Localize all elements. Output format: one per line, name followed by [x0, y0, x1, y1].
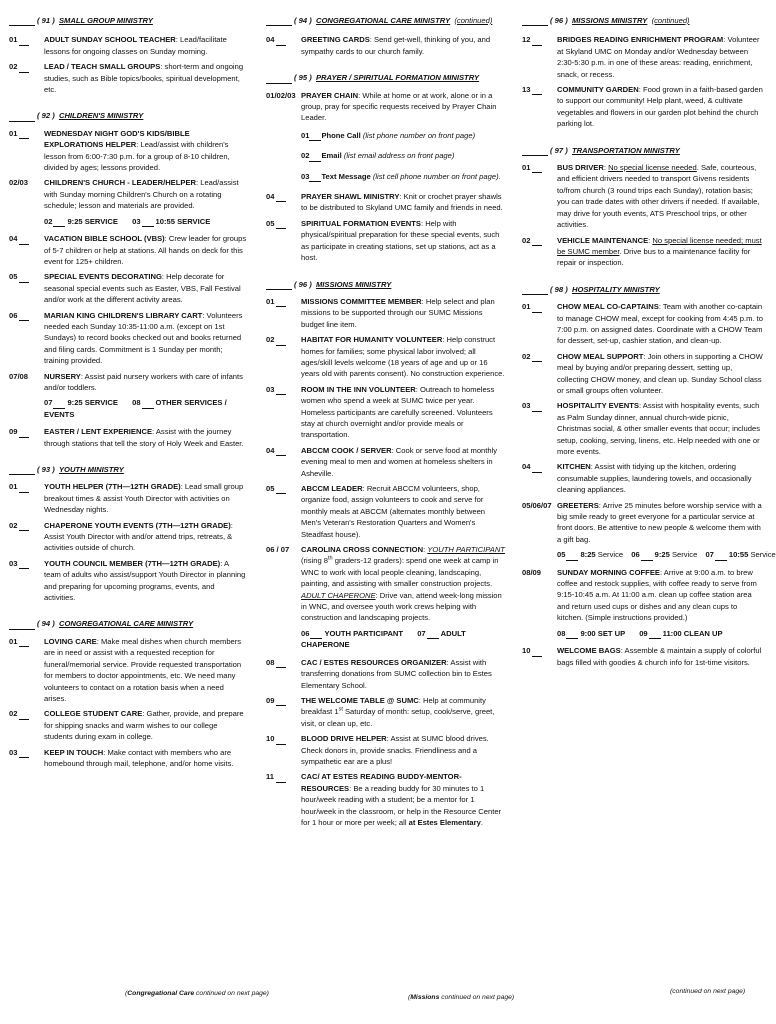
- coffee-options: 08 9:00 SET UP 09 11:00 CLEAN UP: [557, 628, 723, 638]
- checkbox-blank[interactable]: [715, 552, 727, 561]
- footer-continued: (continued on next page): [670, 988, 746, 995]
- list-item: 11 CAC/ AT ESTES READING BUDDY-MENTOR-RESOURCES: Be a reading buddy for 30 minutes to 1 hour/week reading with a student; be a mentor for 1 hour/week in the classroom, or help in the Resource Center for 1 hour or more per week; all at Estes Elementary.: [266, 772, 502, 827]
- checkbox-blank[interactable]: [19, 130, 29, 139]
- checkbox-blank[interactable]: [276, 774, 286, 783]
- section-header-congregational-care-cont: ( 94 ) CONGREGATIONAL CARE MINISTRY (continued): [266, 15, 506, 26]
- list-item: 06 MARIAN KING CHILDREN'S LIBRARY CART: Volunteers needed each Sunday 10:35-11:00 a.m. (except on 1st Sundays) to record books checked out and books returned and filing cards. Commitment is 1 Sunday per month; training provided.: [9, 310, 243, 366]
- checkbox-blank[interactable]: [19, 429, 29, 438]
- list-item: 01/02/03 PRAYER CHAIN: While at home or at work, alone or in a group, pray for specific requests received by Prayer Chain Leader.: [266, 90, 497, 123]
- checkbox-blank[interactable]: [532, 353, 542, 362]
- prayer-option: 02 Email (list email address on front page): [301, 151, 455, 161]
- prayer-option: 03 Text Message (list cell phone number on front page).: [301, 171, 501, 181]
- list-item: 02 CHAPERONE YOUTH EVENTS (7TH—12TH GRADE): Assist Youth Director with and/or attend trips, retreats, & activities outside of church.: [9, 520, 233, 553]
- checkbox-blank[interactable]: [276, 337, 286, 346]
- column-3: [522, 12, 776, 672]
- checkbox-blank[interactable]: [53, 400, 65, 409]
- section-title: SMALL GROUP MINISTRY: [58, 16, 153, 25]
- checkbox-blank[interactable]: [427, 630, 439, 639]
- checkbox-blank[interactable]: [532, 648, 542, 657]
- checkbox-blank[interactable]: [276, 447, 286, 456]
- footer-missions-continued: (Missions continued on next page): [408, 994, 515, 1001]
- list-item: 01 WEDNESDAY NIGHT GOD'S KIDS/BIBLE EXPLORATIONS HELPER: Lead/assist with children's lesson from 6:00-7:30 p.m. for a group of 8-10 children, divided by ages; lessons provided.: [9, 128, 230, 173]
- list-item: 04 GREETING CARDS: Send get-well, thinking of you, and sympathy cards to our church family.: [266, 35, 491, 56]
- list-item: 04 PRAYER SHAWL MINISTRY: Knit or crochet prayer shawls to be distributed to Skyland UMC family and friends in need.: [266, 192, 503, 213]
- section-check-blank[interactable]: [522, 285, 548, 295]
- column-2: [266, 12, 506, 832]
- checkbox-blank[interactable]: [19, 64, 29, 73]
- section-header-missions-cont: ( 96 ) MISSIONS MINISTRY (continued): [522, 15, 765, 26]
- service-options: 07 9:25 SERVICE 08 OTHER SERVICES / EVENTS: [44, 398, 227, 419]
- checkbox-blank[interactable]: [276, 736, 286, 745]
- checkbox-blank[interactable]: [532, 37, 542, 46]
- checkbox-blank[interactable]: [19, 236, 29, 245]
- checkbox-blank[interactable]: [19, 312, 29, 321]
- list-item: 01 MISSIONS COMMITTEE MEMBER: Help select and plan missions to be supported through our SUMC Missions budget line item.: [266, 296, 495, 329]
- checkbox-blank[interactable]: [532, 304, 542, 313]
- checkbox-blank[interactable]: [276, 659, 286, 668]
- checkbox-blank[interactable]: [276, 193, 286, 202]
- prayer-option: 01 Phone Call (list phone number on front page): [301, 130, 476, 140]
- section-check-blank[interactable]: [522, 16, 548, 26]
- list-item: 10 WELCOME BAGS: Assemble & maintain a supply of colorful bags filled with goodies & church info for 1st-time visitors.: [522, 646, 762, 667]
- section-header-youth: ( 93 ) YOUTH MINISTRY: [9, 464, 247, 475]
- section-header-prayer: ( 95 ) PRAYER / SPIRITUAL FORMATION MINISTRY: [266, 72, 506, 83]
- section-header-missions: ( 96 ) MISSIONS MINISTRY: [266, 279, 506, 290]
- list-item: 03 KEEP IN TOUCH: Make contact with members who are homebound through mail, telephone, and/or home visits.: [9, 747, 234, 768]
- checkbox-blank[interactable]: [309, 173, 321, 182]
- list-item: 09 EASTER / LENT EXPERIENCE: Assist with the journey through stations that tell the story of Holy Week and Easter.: [9, 427, 244, 448]
- list-item: 03 HOSPITALITY EVENTS: Assist with hospitality events, such as Palm Sunday dinner, annual church-wide picnic, Christmas social, & other smaller events that occur; includes setup, cooking, serving, linens, etc. Help needed with one or more events.: [522, 401, 761, 456]
- checkbox-blank[interactable]: [276, 386, 286, 395]
- list-item: 02 COLLEGE STUDENT CARE: Gather, provide, and prepare for shipping snacks and warm wishes to our college students during exam in college.: [9, 709, 244, 742]
- list-item: 05 SPIRITUAL FORMATION EVENTS: Help with physical/spiritual preparation for these special events, such as participate in creating stations, set up stations, act as a host.: [266, 218, 500, 263]
- checkbox-blank[interactable]: [19, 484, 29, 493]
- list-item: 03 YOUTH COUNCIL MEMBER (7TH—12TH GRADE): A team of adults who assist/support Youth Director in planning and preparing for upcoming programs, events, and activities.: [9, 558, 246, 603]
- section-header-hospitality: ( 98 ) HOSPITALITY MINISTRY: [522, 284, 765, 295]
- checkbox-blank[interactable]: [309, 153, 321, 162]
- service-options: 02 9:25 SERVICE 03 10:55 SERVICE: [44, 216, 211, 226]
- service-options: 05 8:25 Service 06 9:25 Service 07 10:55 Service: [557, 550, 776, 560]
- checkbox-blank[interactable]: [276, 697, 286, 706]
- list-item: 01 CHOW MEAL CO-CAPTAINS: Team with another co-captain to manage CHOW meal, except for cooking from 4:45 p.m. to 7:00 p.m. on assigned dates. Coordinate with a CHOW Team for dessert, set-up, cashier station, and clean-up.: [522, 302, 763, 346]
- checkbox-blank[interactable]: [566, 552, 578, 561]
- checkbox-blank[interactable]: [19, 560, 29, 569]
- checkbox-blank[interactable]: [142, 400, 154, 409]
- checkbox-blank[interactable]: [566, 630, 578, 639]
- list-item: 04 ABCCM COOK / SERVER: Cook or serve food at monthly evening meal to men and women at homeless shelters in Asheville.: [266, 445, 498, 478]
- list-item: 02 LEAD / TEACH SMALL GROUPS: short-term and ongoing studies, such as Bible topics/books, spiritual development, etc.: [9, 62, 244, 95]
- list-item: 04 VACATION BIBLE SCHOOL (VBS): Crew leader for groups of 5-7 children or help at stations. All hands on deck for this event for 125+ children.: [9, 234, 247, 266]
- section-number: ( 91 ): [37, 16, 55, 25]
- footer-congregational-continued: (Congregational Care continued on next page): [125, 990, 269, 997]
- section-check-blank[interactable]: [9, 620, 35, 630]
- list-item: 06 / 07 CAROLINA CROSS CONNECTION: YOUTH PARTICIPANT (rising 8th graders-12 graders): spend one week at camp in WNC to work with local people cleaning, landscaping, painting, and assisting with smaller construction projects. ADULT CHAPERONE: Drive van, attend week-long mission in WNC, and oversee youth work crews helping with construction and landscaping projects.: [266, 545, 505, 623]
- checkbox-blank[interactable]: [19, 711, 29, 720]
- role-options: 06 YOUTH PARTICIPANT 07 ADULT CHAPERONE: [301, 628, 466, 650]
- list-item: 02 CHOW MEAL SUPPORT: Join others in supporting a CHOW meal by buying and/or preparing dessert, setting up, collecting CHOW money, and clean up. Sunday School class or small groups often volunteer.: [522, 351, 763, 395]
- checkbox-blank[interactable]: [276, 485, 286, 494]
- list-item: 01 ADULT SUNDAY SCHOOL TEACHER: Lead/facilitate lessons for ongoing classes on Sunday morning.: [9, 35, 227, 56]
- checkbox-blank[interactable]: [142, 218, 154, 227]
- list-item: 02 VEHICLE MAINTENANCE: No special license needed; must be SUMC member. Drive bus to a maintenance facility for repair or inspection.: [522, 235, 762, 268]
- list-item: 13 COMMUNITY GARDEN: Food grown in a faith-based garden to support our community! Help plant, weed, & cultivate vegetables and flowers in our garden plot behind the church parking lot.: [522, 85, 763, 129]
- section-check-blank[interactable]: [522, 146, 548, 156]
- checkbox-blank[interactable]: [532, 164, 542, 173]
- list-item: 01 LOVING CARE: Make meal dishes when church members are in need or assist with a requested reception for funeral/memorial service. Provide requested transportation for members to doctor appointments, etc. We need many volunteers to contact on a rotation basis when a need arises.: [9, 636, 242, 703]
- checkbox-blank[interactable]: [641, 552, 653, 561]
- section-check-blank[interactable]: [266, 74, 292, 84]
- list-item: 01 BUS DRIVER: No special license needed. Safe, courteous, and efficient drivers needed to transport Givens residents to/from church (3 round trips each Sunday), rotation basis; you can trade dates with other drivers if needed. If available, may drive for youth events, ATS Preschool trips, or other activities.: [522, 163, 760, 230]
- list-item: 08/09 SUNDAY MORNING COFFEE: Arrive at 9:00 a.m. to brew coffee and restock supplies, with coffee ready to serve from 9:15-10:45 a.m. At 11:00 a.m. clean up coffee station area and return used cups or dishes and any clean cups to kitchen. (Simple instructions provided.): [522, 567, 757, 623]
- checkbox-blank[interactable]: [19, 749, 29, 758]
- list-item: 08 CAC / ESTES RESOURCES ORGANIZER: Assist with transferring donations from SUMC collection bin to Estes Elementary School.: [266, 657, 492, 690]
- section-header-congregational-care: ( 94 ) CONGREGATIONAL CARE MINISTRY: [9, 618, 247, 629]
- checkbox-blank[interactable]: [532, 403, 542, 412]
- checkbox-blank[interactable]: [19, 37, 29, 46]
- checkbox-blank[interactable]: [532, 464, 542, 473]
- checkbox-blank[interactable]: [310, 630, 322, 639]
- checkbox-blank[interactable]: [19, 638, 29, 647]
- section-header-transportation: ( 97 ) TRANSPORTATION MINISTRY: [522, 145, 765, 156]
- checkbox-blank[interactable]: [532, 237, 542, 246]
- checkbox-blank[interactable]: [53, 218, 65, 227]
- checkbox-blank[interactable]: [309, 132, 321, 141]
- list-item: 03 ROOM IN THE INN VOLUNTEER: Outreach to homeless women who spend a week at SUMC twice per year. Homeless participants are carefully screened. Volunteers stay at church overnight and/or provide meals or transportation.: [266, 384, 495, 440]
- section-header-small-group: [9, 15, 247, 26]
- checkbox-blank[interactable]: [19, 522, 29, 531]
- checkbox-blank[interactable]: [276, 298, 286, 307]
- list-item: 10 BLOOD DRIVE HELPER: Assist at SUMC blood drives. Check donors in, provide snacks. Friendliness and a sympathetic ear are a plus!: [266, 734, 489, 766]
- list-item: 05 SPECIAL EVENTS DECORATING: Help decorate for seasonal special events such as Easter, VBS, Fall Festival and/or work at the different activity areas.: [9, 272, 241, 305]
- section-header-children: ( 92 ) CHILDREN'S MINISTRY: [9, 110, 247, 121]
- checkbox-blank[interactable]: [276, 37, 286, 46]
- list-item: 01 YOUTH HELPER (7TH—12TH GRADE): Lead small group breakout times & assist Youth Director with activities on Wednesday nights.: [9, 482, 244, 515]
- list-item: 12 BRIDGES READING ENRICHMENT PROGRAM: Volunteer at Skyland UMC on Monday and/or Wednesday between 2:30-5:30 p.m. in one of these areas: reading, enrichment, snack, or recess.: [522, 35, 760, 79]
- checkbox-blank[interactable]: [532, 86, 542, 95]
- checkbox-blank[interactable]: [649, 630, 661, 639]
- list-item: 05 ABCCM LEADER: Recruit ABCCM volunteers, shop, organize food, assign volunteers to cook and serve for monthly meals at ABCCM (alternates monthly between Men's Veteran's Restoration Quarters and Women's Steadfast house).: [266, 484, 486, 539]
- section-check-blank[interactable]: [266, 16, 292, 26]
- section-check-blank[interactable]: [9, 465, 35, 475]
- list-item: 02 HABITAT FOR HUMANITY VOLUNTEER: Help construct homes for families; some physical labor involved; all ages/skill levels welcome (18 years of age and up or 16 years old with parents consent). No construction experience.: [266, 335, 505, 379]
- list-item: 09 THE WELCOME TABLE @ SUMC: Help at community breakfast 1st Saturday of month: setup, cook/serve, greet, visit, or clean up, etc.: [266, 695, 495, 728]
- list-item: 07/08 NURSERY: Assist paid nursery workers with care of infants and/or toddlers.: [9, 371, 243, 392]
- checkbox-blank[interactable]: [19, 274, 29, 283]
- column-1: [9, 12, 247, 773]
- list-item: 04 KITCHEN: Assist with tidying up the kitchen, ordering consumable supplies, laundering towels, and occasionally cleaning appliances.: [522, 462, 752, 495]
- section-check-blank[interactable]: [266, 280, 292, 290]
- list-item: 05/06/07 GREETERS: Arrive 25 minutes before worship service with a big smile ready to greet everyone for a particular service at front doors. Be attentive to new people & welcome them with a gift bag.: [522, 500, 762, 544]
- list-item: 02/03 CHILDREN'S CHURCH - LEADER/HELPER: Lead/assist with Sunday morning Children's Church on a rotating schedule; lesson and materials are provided.: [9, 178, 239, 211]
- checkbox-blank[interactable]: [276, 220, 286, 229]
- section-check-blank[interactable]: [9, 16, 35, 26]
- section-check-blank[interactable]: [9, 112, 35, 122]
